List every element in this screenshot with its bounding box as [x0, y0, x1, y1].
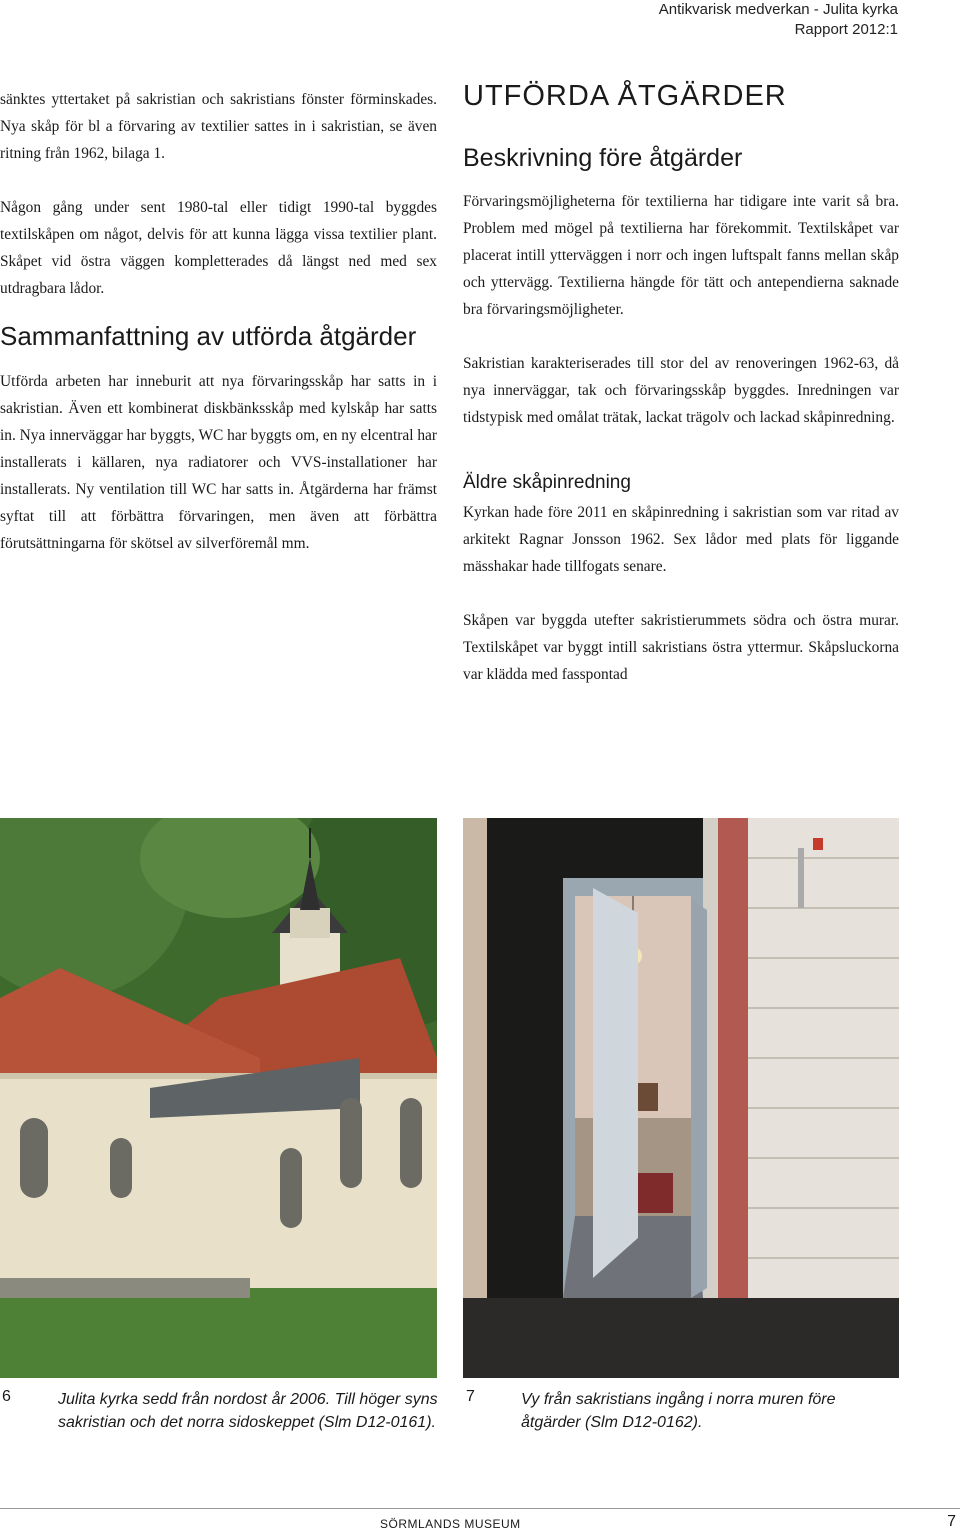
figure-6-number: 6: [2, 1388, 11, 1405]
right-column: [463, 78, 899, 688]
section-subtitle: Beskrivning före åtgärder: [463, 144, 743, 172]
older-cabinet-heading: Äldre skåpinredning: [463, 472, 631, 493]
right-paragraph-4: Skåpen var byggda utefter sakristierummets södra och östra murar. Textilskåpet var byggt intill sakristians östra yttermur. Skåpsluckorna var klädda med fasspontad: [463, 612, 899, 683]
church-exterior-photo: [0, 818, 437, 1378]
footer-museum: SÖRMLANDS MUSEUM: [380, 1517, 521, 1531]
summary-heading: Sammanfattning av utförda åtgärder: [0, 321, 417, 351]
page-number: 7: [947, 1513, 956, 1530]
report-title: Antikvarisk medverkan - Julita kyrka: [658, 1, 898, 18]
section-title: UTFÖRDA ÅTGÄRDER: [463, 80, 787, 112]
left-paragraph-1: sänktes yttertaket på sakristian och sakristians fönster förminskades. Nya skåp för bl a förvaring av textilier sattes in i sakristian, se även ritning från 1962, bilaga 1.: [0, 91, 437, 162]
report-number: Rapport 2012:1: [794, 21, 898, 38]
figure-6-caption: Julita kyrka sedd från nordost år 2006. Till höger syns sakristian och det norra sidoskeppet (Slm D12-0161).: [58, 1391, 438, 1431]
page-header: [659, 0, 898, 40]
sacristy-doorway-photo: [463, 818, 899, 1378]
figure-7-number: 7: [466, 1388, 475, 1405]
footer-divider: [0, 1508, 960, 1509]
left-paragraph-2: Någon gång under sent 1980-tal eller tidigt 1990-tal byggdes textilskåpen om något, delvis för att kunna lägga vissa textilier plant. Skåpet vid östra väggen kompletterades då längst ned med sex utdragbara lådor.: [0, 199, 437, 297]
left-paragraph-3: Utförda arbeten har inneburit att nya förvaringsskåp har satts in i sakristian. Även ett kombinerat diskbänksskåp med kylskåp har satts in. Nya innerväggar har byggts, WC har byggts om, en ny elcentral har installerats i källaren, nya radiatorer och VVS-installationer har installerats. Ny ventilation till WC har satts in. Åtgärderna har främst syftat till att förbättra förvaringen, men även att förbättra förutsättningarna för skötsel av silverföremål mm.: [0, 373, 437, 552]
left-column: [0, 86, 437, 557]
right-paragraph-1: Förvaringsmöjligheterna för textilierna har tidigare inte varit så bra. Problem med mögel på textilierna har förekommit. Textilskåpet var placerat intill ytterväggen i norr och ingen luftspalt fanns mellan skåp och yttervägg. Textilierna hängde för tätt och antependierna saknade bra förvaringsmöjligheter.: [463, 193, 899, 318]
right-paragraph-3: Kyrkan hade före 2011 en skåpinredning i sakristian som var ritad av arkitekt Ragnar Jonsson 1962. Sex lådor med plats för liggande mässhakar hade tillfogats senare.: [463, 504, 899, 575]
figure-7-caption: Vy från sakristians ingång i norra muren före åtgärder (Slm D12-0162).: [521, 1391, 836, 1431]
right-paragraph-2: Sakristian karakteriserades till stor del av renoveringen 1962-63, då nya innerväggar, tak och förvaringsskåp byggdes. Inredningen var tidstypisk med omålat trätak, lackat trägolv och lackad skåpinredning.: [463, 355, 899, 426]
